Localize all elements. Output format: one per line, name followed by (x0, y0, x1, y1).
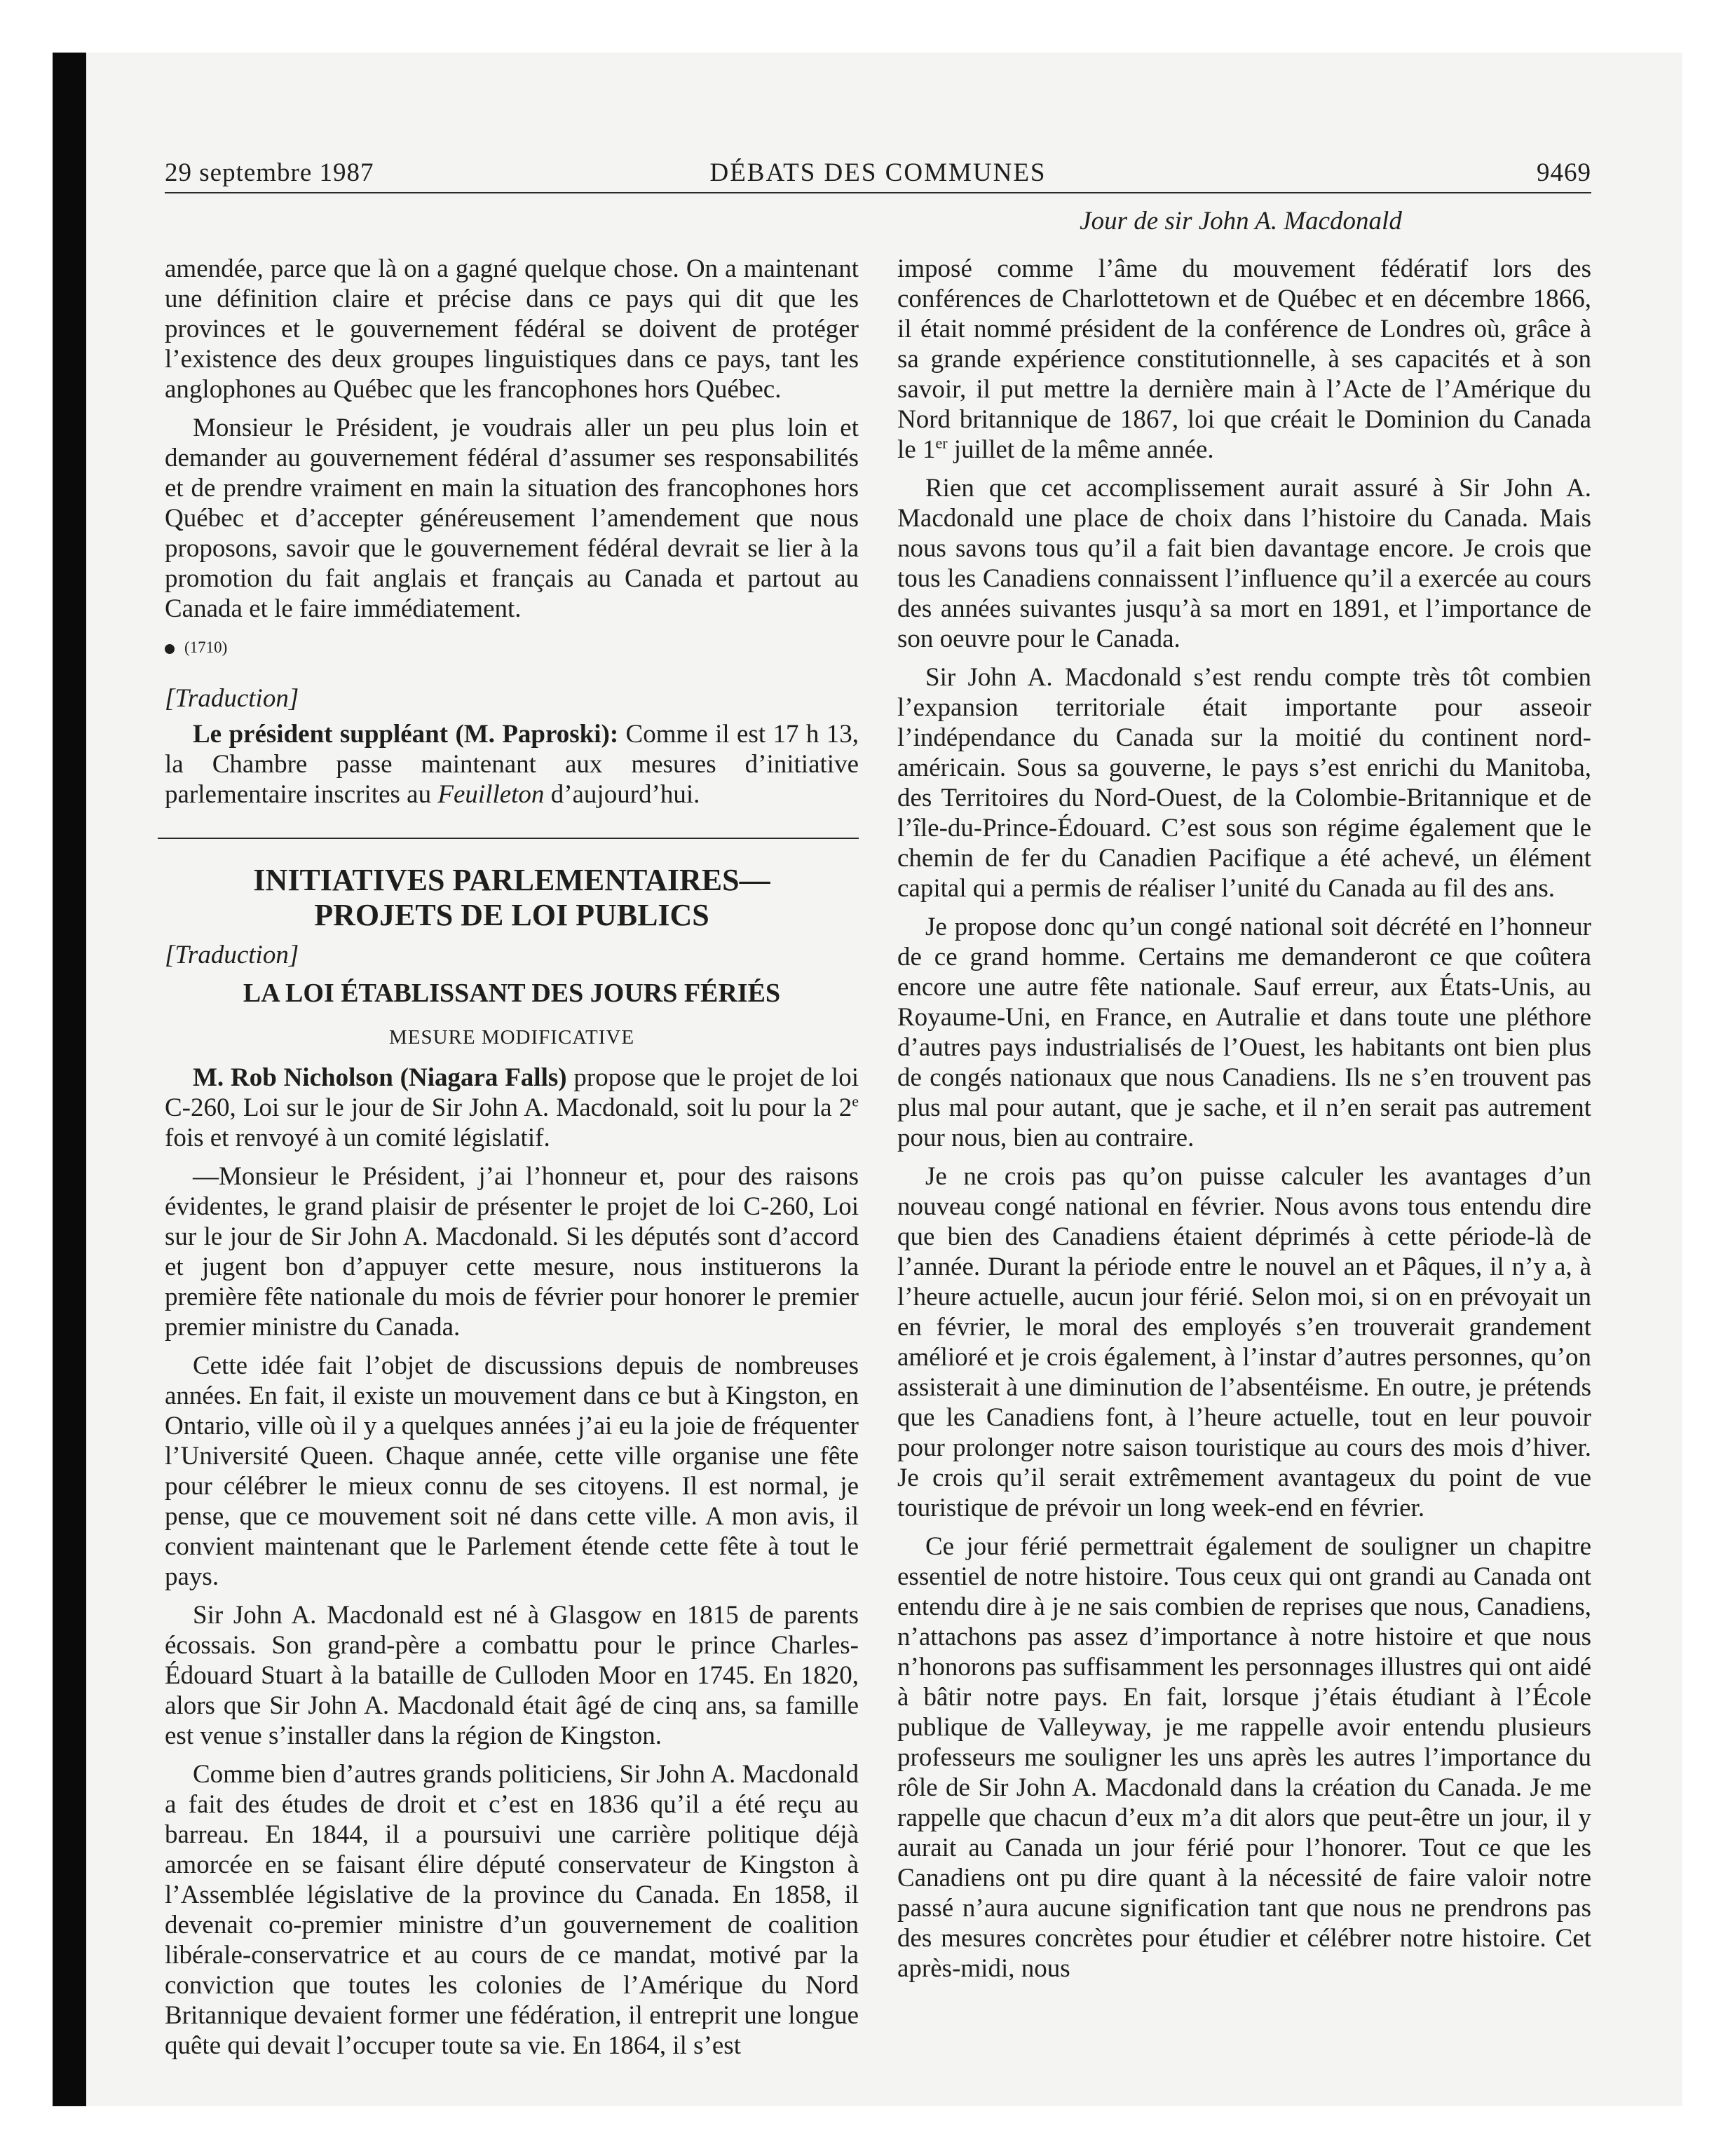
section-heading (165, 863, 859, 933)
subheading: LA LOI ÉTABLISSANT DES JOURS FÉRIÉS (243, 978, 781, 1008)
time-marker (165, 632, 859, 662)
paragraph (165, 1063, 859, 1153)
section-rule (158, 838, 859, 839)
speaker-name: Le président suppléant (M. Paproski): (193, 720, 619, 749)
header-rule (165, 192, 1591, 193)
paragraph: amendée, parce que là on a gagné quelque chose. On a maintenant une définition claire et précise dans ce pays qui dit que les provinces et le gouvernement fédéral se doivent de protéger l’existence des deux groupes linguistiques dans ce pays, tant les anglophones au Québec que les francophones hors Québec. (165, 254, 859, 404)
paragraph-text: d’aujourd’hui. (544, 780, 700, 809)
right-column (897, 254, 1591, 1992)
paragraph: Monsieur le Président, je voudrais aller un peu plus loin et demander au gouvernement fédéral d’assumer ses responsabilités et de prendre vraiment en main la situation des francophones hors Québec et d’accepter généreusement l’amendement que nous proposons, savoir que le gouvernement fédéral devrait se lier à la promotion du fait anglais et français au Canada et partout au Canada et le faire immédiatement. (165, 414, 859, 623)
scan-margin (0, 0, 53, 2156)
paragraph-text: imposé comme l’âme du mouvement fédératif lors des conférences de Charlottetown et de Québec et en décembre 1866, il était nommé président de la conférence de Londres où, grâce à sa grande expérience constitutionnelle, à ses capacités et à son savoir, il put mettre la dernière main à l’Acte de l’Amérique du Nord britannique de 1867, loi que créait le Dominion du Canada le 1 (897, 254, 1591, 464)
paragraph: Comme bien d’autres grands politiciens, Sir John A. Macdonald a fait des études de droit et c’est en 1836 qu’il a été reçu au barreau. En 1844, il a poursuivi une carrière politique déjà amorcée en se faisant élire député conservateur de Kingston à l’Assemblée législative de la province du Canada. En 1858, il devenait co-premier ministre d’un gouvernement de coalition libérale-conservatrice et au cours de ce mandat, motivé par la conviction que toutes les colonies de l’Amérique du Nord Britannique devaient former une fédération, il entreprit une longue quête qui devait l’occuper toute sa vie. En 1864, il s’est (165, 1760, 859, 2060)
paragraph-text: propose que le projet de loi C-260, Loi sur le jour de Sir John A. Macdonald, soit lu pour la 2 (165, 1063, 859, 1122)
paragraph: Sir John A. Macdonald s’est rendu compte très tôt combien l’expansion territoriale était importante pour asseoir l’indépendance du Canada sur la moitié du continent nord-américain. Sous sa gouverne, le pays s’est enrichi du Manitoba, des Territoires du Nord-Ouest, de la Colombie-Britannique et de l’île-du-Prince-Édouard. C’est sous son régime également que le chemin de fer du Canadien Pacifique a été achevé, un élément capital qui a permis de réaliser l’unité du Canada au fil des ans. (897, 663, 1591, 903)
italic-term: Feuilleton (437, 780, 545, 809)
paragraph (897, 254, 1591, 465)
bullet-icon (165, 644, 175, 654)
translation-tag: [Traduction] (165, 941, 299, 969)
translation-tag: [Traduction] (165, 684, 299, 713)
paragraph: Rien que cet accomplissement aurait assuré à Sir John A. Macdonald une place de choix dans l’histoire du Canada. Mais nous savons tous qu’il a fait bien davantage encore. Je crois que tous les Canadiens connaissent l’influence qu’il a exercée au cours des années suivantes jusqu’à sa mort en 1891, et l’importance de son oeuvre pour le Canada. (897, 474, 1591, 653)
page-number: 9469 (1537, 158, 1591, 187)
paragraph: Je ne crois pas qu’on puisse calculer les avantages d’un nouveau congé national en février. Nous avons tous entendu dire que bien des Canadiens étaient déprimés à cette période-là de l’année. Durant la période entre le nouvel an et Pâques, il n’y a, à l’heure actuelle, aucun jour férié. Selon moi, si on en prévoyait un en février, le moral des employés s’en trouverait grandement amélioré et je crois également, à l’instar d’autres personnes, qu’on assisterait à une diminution de l’absentéisme. En outre, je prétends que les Canadiens font, à l’heure actuelle, tout en leur pouvoir pour prolonger notre saison touristique au cours des mois d’hiver. Je crois qu’il serait extrêmement avantageux du point de vue touristique de prévoir un long week-end en février. (897, 1162, 1591, 1522)
page-header (165, 158, 1591, 190)
section-heading-line: INITIATIVES PARLEMENTAIRES— (253, 863, 770, 897)
header-title: DÉBATS DES COMMUNES (709, 158, 1047, 187)
left-column (165, 254, 859, 2069)
measure-label: MESURE MODIFICATIVE (388, 1026, 635, 1049)
paragraph (165, 719, 859, 810)
paragraph: Sir John A. Macdonald est né à Glasgow en 1815 de parents écossais. Son grand-père a combattu pour le prince Charles-Édouard Stuart à la bataille de Culloden Moor en 1745. En 1820, alors que Sir John A. Macdonald était âgé de cinq ans, sa famille est venue s’installer dans la région de Kingston. (165, 1601, 859, 1750)
paragraph: —Monsieur le Président, j’ai l’honneur et, pour des raisons évidentes, le grand plaisir de présenter le projet de loi C-260, Loi sur le jour de Sir John A. Macdonald. Si les députés sont d’accord et jugent bon d’appuyer cette mesure, nous instituerons la première fête nationale du mois de février pour honorer le premier premier ministre du Canada. (165, 1162, 859, 1342)
time-marker-text: (1710) (184, 639, 228, 656)
paragraph: Ce jour férié permettrait également de souligner un chapitre essentiel de notre histoire. Tous ceux qui ont grandi au Canada ont entendu dire à je ne sais combien de reprises que nous, Canadiens, n’attachons pas assez d’importance à notre histoire et que nous n’honorons pas suffisamment les personnages illustres qui ont aidé à bâtir notre pays. En fait, lorsque j’étais étudiant à l’École publique de Valleyway, je me rappelle avoir entendu plusieurs professeurs me souligner les uns après les autres l’importance du rôle de Sir John A. Macdonald dans la création du Canada. Je me rappelle que chacun d’eux m’a dit alors que peut-être un jour, il y aurait au Canada un jour férié pour l’honorer. Tout ce que les Canadiens ont pu dire quant à la nécessité de faire valoir notre passé n’aura aucune signification tant que nous ne prendrons pas des mesures concrètes pour étudier et célébrer notre histoire. Cet après-midi, nous (897, 1532, 1591, 1983)
running-head: Jour de sir John A. Macdonald (1080, 207, 1402, 236)
scan-binding-edge (53, 53, 86, 2106)
superscript: e (852, 1092, 859, 1110)
paragraph-text: juillet de la même année. (947, 435, 1214, 464)
paragraph: Cette idée fait l’objet de discussions depuis de nombreuses années. En fait, il existe un mouvement dans ce but à Kingston, en Ontario, ville où il y a quelques années j’ai eu la joie de fréquenter l’Université Queen. Chaque année, cette ville organise une fête pour célébrer le mieux connu de ses citoyens. Il est normal, je pense, que ce mouvement soit né dans cette ville. A mon avis, il convient maintenant que le Parlement étende cette fête à tout le pays. (165, 1351, 859, 1591)
paragraph-text: Comme il est 17 h 13, la Chambre passe maintenant aux mesures d’initiative parlementaire inscrites au (165, 720, 859, 809)
speaker-name: M. Rob Nicholson (Niagara Falls) (193, 1063, 567, 1092)
section-heading-line: PROJETS DE LOI PUBLICS (314, 898, 709, 932)
superscript: er (935, 434, 948, 452)
paragraph-text: fois et renvoyé à un comité législatif. (165, 1124, 550, 1152)
header-date: 29 septembre 1987 (165, 158, 374, 187)
paragraph: Je propose donc qu’un congé national soit décrété en l’honneur de ce grand homme. Certains me demanderont ce que coûtera encore une autre fête nationale. Sauf erreur, aux États-Unis, au Royaume-Uni, en France, en Autralie et dans toute une pléthore d’autres pays industrialisés de l’Ouest, les habitants ont bien plus de congés nationaux que nous Canadiens. Ils ne s’en trouvent pas plus mal pour autant, que je sache, et il n’en serait pas autrement pour nous, bien au contraire. (897, 913, 1591, 1152)
